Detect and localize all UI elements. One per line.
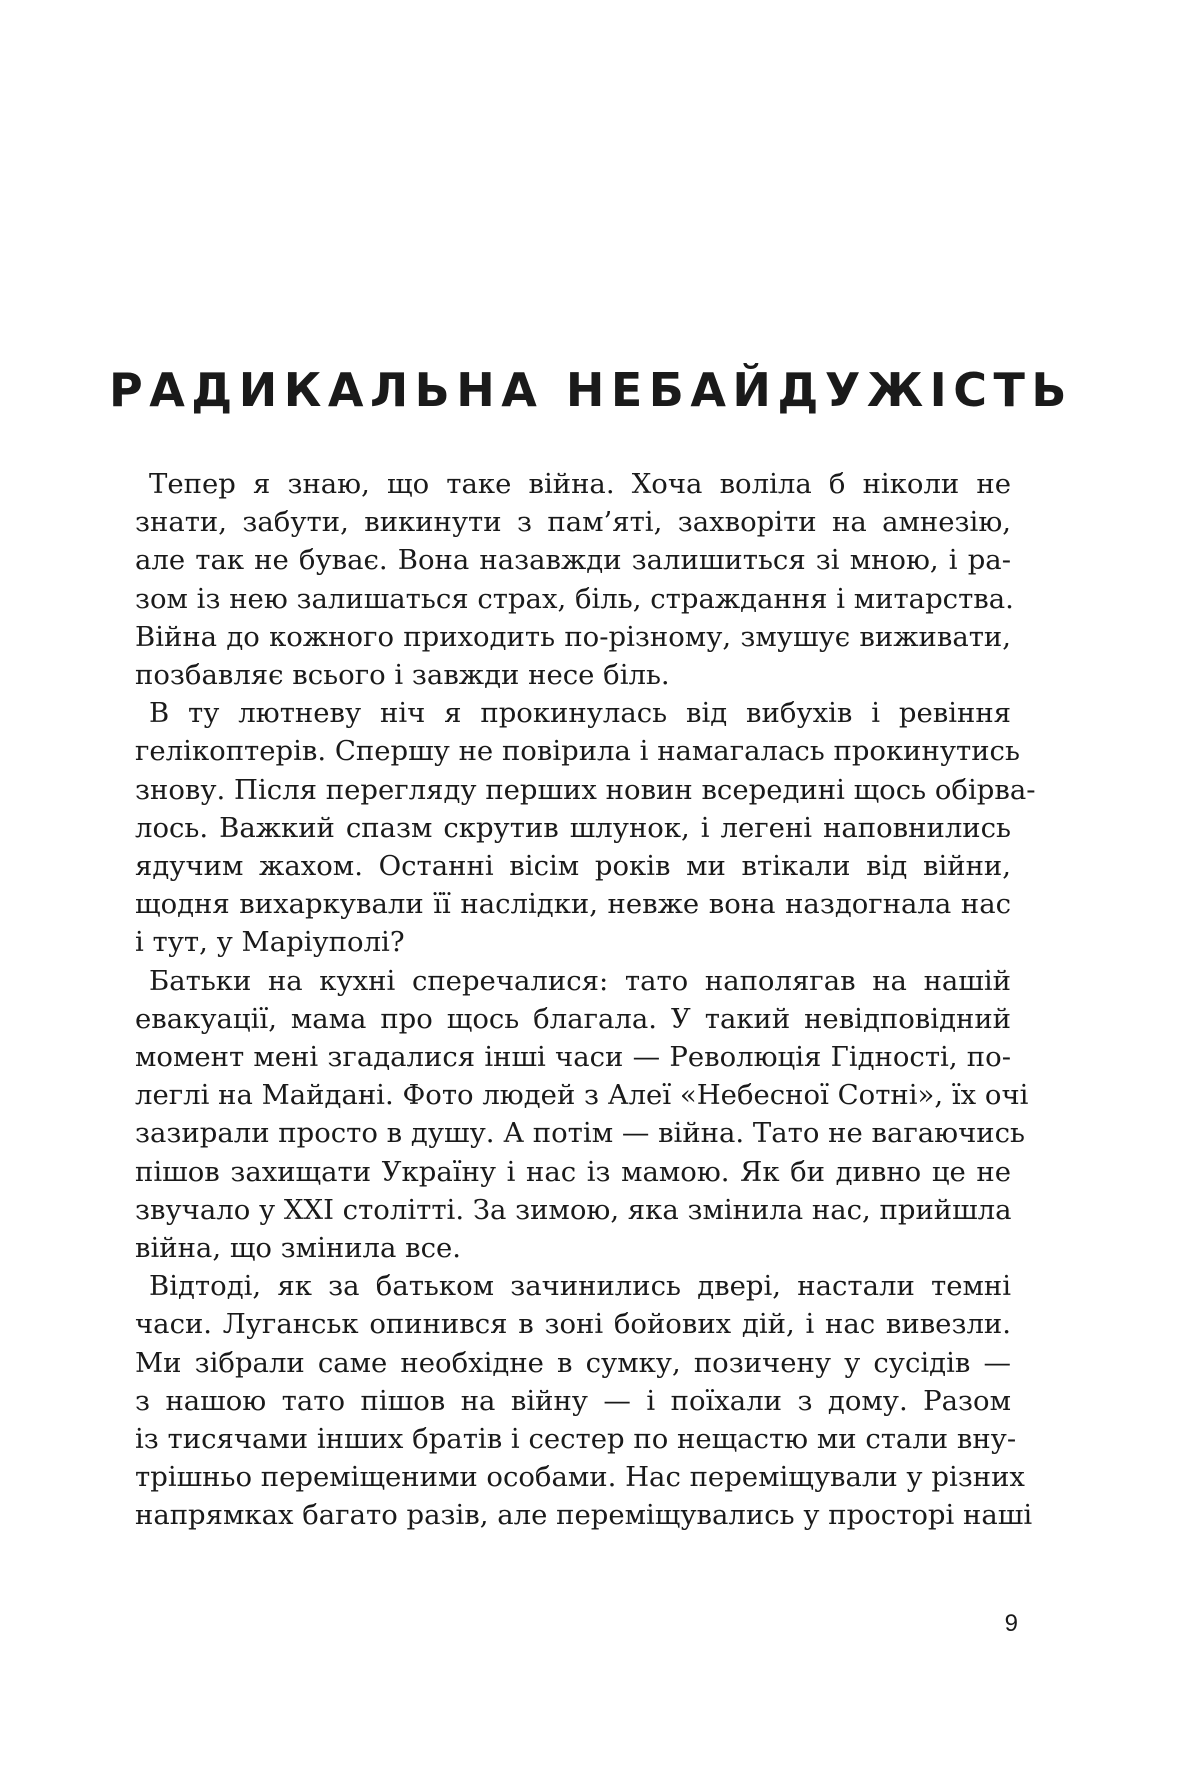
- text-line: звучало у XXI столітті. За зимою, яка змінила нас, прийшла: [135, 1193, 1012, 1226]
- text-line: але так не буває. Вона назавжди залишиться зі мною, і ра-: [135, 544, 1011, 577]
- text-line: Батьки на кухні сперечалися: тато наполягав на нашій: [149, 964, 1011, 997]
- text-line: напрямках багато разів, але переміщувались у просторі наші: [135, 1499, 1033, 1532]
- text-line: Тепер я знаю, що таке війна. Хоча воліла б ніколи не: [149, 468, 1011, 500]
- chapter-body: [135, 465, 1036, 1535]
- paragraph: [135, 694, 1036, 961]
- text-line: війна, що змінила все.: [135, 1232, 462, 1265]
- text-line: леглі на Майдані. Фото людей з Алеї «Небесної Сотні», їх очі: [135, 1079, 1029, 1112]
- text-line: з нашою тато пішов на війну — і поїхали з дому. Разом: [135, 1384, 1011, 1417]
- text-line: Ми зібрали саме необхідне в сумку, позичену у сусідів —: [135, 1346, 1011, 1379]
- text-line: Відтоді, як за батьком зачинились двері, настали темні: [149, 1270, 1011, 1303]
- text-line: часи. Луганськ опинився в зоні бойових дій, і нас вивезли.: [135, 1308, 1011, 1341]
- text-line: евакуації, мама про щось благала. У такий невідповідний: [135, 1002, 1011, 1035]
- text-line: пішов захищати Україну і нас із мамою. Як би дивно це не: [135, 1155, 1011, 1188]
- chapter-title: РАДИКАЛЬНА НЕБАЙДУЖІСТЬ: [108, 363, 1073, 417]
- text-line: і тут, у Маріуполі?: [135, 926, 405, 959]
- text-line: із тисячами інших братів і сестер по нещастю ми стали вну-: [135, 1423, 1017, 1456]
- text-line: знову. Після перегляду перших новин всередині щось обірва-: [135, 773, 1036, 806]
- text-line: трішньо переміщеними особами. Нас переміщували у різних: [135, 1461, 1025, 1494]
- text-line: В ту лютневу ніч я прокинулась від вибухів і ревіння: [149, 697, 1011, 730]
- text-line: лось. Важкий спазм скрутив шлунок, і легені наповнились: [135, 811, 1011, 844]
- text-line: гелікоптерів. Спершу не повірила і намагалась прокинутись: [135, 735, 1020, 768]
- text-line: позбавляє всього і завжди несе біль.: [135, 659, 670, 692]
- text-line: ядучим жахом. Останні вісім років ми втікали від війни,: [135, 850, 1011, 883]
- text-line: знати, забути, викинути з пам’яті, захворіти на амнезію,: [135, 506, 1011, 539]
- text-line: Війна до кожного приходить по-різному, змушує виживати,: [135, 620, 1011, 653]
- text-line: зазирали просто в душу. А потім — війна. Тато не вагаючись: [135, 1117, 1025, 1150]
- paragraph: [135, 465, 1014, 694]
- page-number: 9: [1004, 1610, 1018, 1637]
- text-line: зом із нею залишаться страх, біль, страждання і митарства.: [135, 582, 1014, 615]
- paragraph: [135, 962, 1029, 1268]
- paragraph: [135, 1267, 1033, 1534]
- text-line: момент мені згадалися інші часи — Революція Гідності, по-: [135, 1041, 1011, 1074]
- text-line: щодня вихаркували її наслідки, невже вона наздогнала нас: [135, 888, 1011, 921]
